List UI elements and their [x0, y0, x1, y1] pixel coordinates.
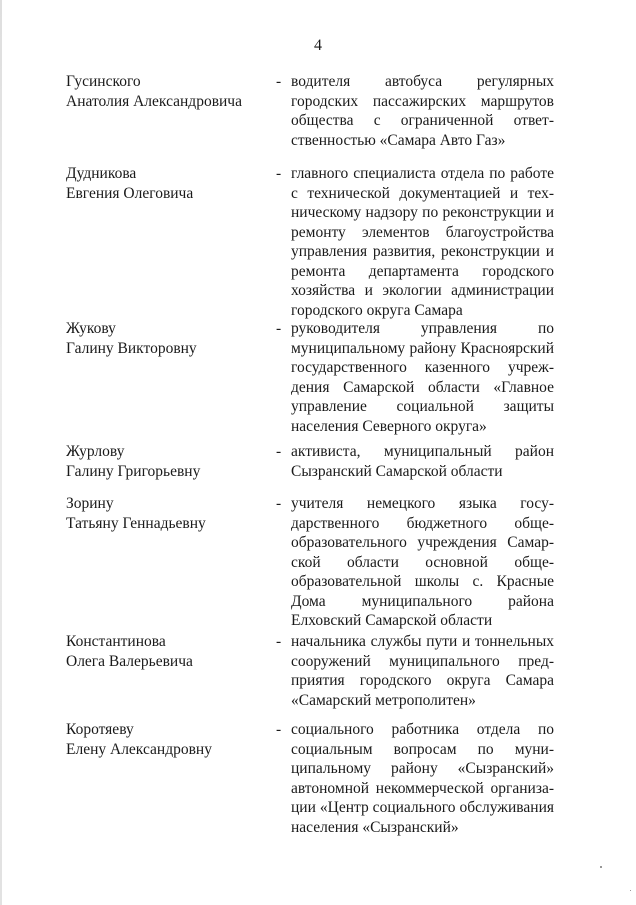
person-name: [66, 319, 266, 359]
person-name: [66, 720, 266, 760]
entry-dash: -: [276, 721, 282, 738]
description-line: водителя автобуса регулярных: [291, 73, 554, 90]
position-description: [291, 72, 554, 150]
description-line: дения Самарской области «Главное: [291, 378, 554, 396]
description-line: общества с ограниченной ответ-: [291, 112, 554, 129]
description-line: ремонту элементов благоустройства: [291, 223, 554, 241]
person-surname: Журлову: [66, 443, 125, 460]
description-line: руководителя управления по: [291, 320, 554, 337]
entry-dash: -: [276, 73, 282, 90]
position-description: [291, 319, 554, 436]
description-line: приятия городского округа Самара: [291, 672, 554, 689]
description-line: ническому надзору по реконструкции и: [291, 204, 554, 221]
description-line: ципальному району «Сызранский»: [291, 760, 554, 777]
person-surname: Коротяеву: [66, 721, 134, 738]
description-line: Дома муниципального района: [291, 592, 554, 610]
description-line: главного специалиста отдела по работе: [291, 165, 554, 182]
position-description: [291, 720, 554, 837]
description-line: сооружений муниципального пред-: [291, 652, 554, 670]
entry-dash: -: [276, 320, 282, 337]
award-entry: [0, 442, 636, 482]
person-name: [66, 164, 266, 204]
position-description: [291, 164, 554, 320]
description-line: образовательного учреждения Самар-: [291, 534, 554, 551]
award-entry: [0, 319, 636, 439]
person-surname: Гусинского: [66, 73, 141, 90]
award-entry: [0, 164, 636, 324]
person-name: [66, 442, 266, 482]
description-line: образовательной школы с. Красные: [291, 573, 554, 590]
person-name: [66, 72, 266, 112]
entry-dash: -: [276, 633, 282, 650]
description-line: хозяйства и экологии администрации: [291, 282, 554, 299]
description-line: учителя немецкого языка госу-: [291, 495, 554, 512]
page-number: 4: [314, 37, 322, 54]
entry-dash: -: [276, 443, 282, 460]
description-line: социальным вопросам по муни-: [291, 740, 554, 758]
description-line: населения «Сызранский»: [291, 818, 459, 836]
scan-speck: [630, 890, 631, 891]
award-entry: [0, 72, 636, 152]
person-name: [66, 632, 266, 672]
description-line: автономной некоммерческой организа-: [291, 779, 554, 797]
person-given-names: Татьяну Геннадьевну: [66, 515, 206, 532]
description-line: Елховский Самарской области: [291, 612, 493, 629]
description-line: начальника службы пути и тоннельных: [291, 633, 554, 650]
person-given-names: Галину Викторовну: [66, 340, 197, 357]
description-line: городских пассажирских маршрутов: [291, 92, 554, 110]
description-line: управления развития, реконструкции и: [291, 243, 554, 260]
person-surname: Жукову: [66, 320, 116, 337]
person-name: [66, 494, 266, 534]
description-line: государственного казенного учреж-: [291, 359, 554, 376]
description-line: ственностью «Самара Авто Газ»: [291, 131, 506, 149]
description-line: управление социальной защиты: [291, 398, 554, 415]
description-line: ремонта департамента городского: [291, 262, 554, 280]
person-given-names: Анатолия Александровича: [66, 93, 242, 110]
description-line: социального работника отдела по: [291, 721, 554, 738]
person-given-names: Евгения Олеговича: [66, 185, 194, 202]
description-line: «Самарский метрополитен»: [291, 691, 476, 709]
person-surname: Константинова: [66, 633, 166, 650]
description-line: активиста, муниципальный район: [291, 443, 554, 460]
description-line: ской области основной обще-: [291, 553, 554, 571]
description-line: населения Северного округа»: [291, 417, 487, 435]
description-line: с технической документацией и тех-: [291, 184, 554, 202]
description-line: муниципальному району Красноярский: [291, 339, 554, 357]
person-given-names: Галину Григорьевну: [66, 463, 201, 480]
description-line: ции «Центр социального обслуживания: [291, 799, 554, 816]
entry-dash: -: [276, 495, 282, 512]
description-line: дарственного бюджетного обще-: [291, 514, 554, 532]
award-entry: [0, 720, 636, 840]
position-description: [291, 442, 554, 481]
person-given-names: Елену Александровну: [66, 741, 212, 758]
position-description: [291, 632, 554, 710]
person-given-names: Олега Валерьевича: [66, 653, 193, 670]
scan-speck: [600, 866, 602, 868]
award-entry: [0, 632, 636, 712]
person-surname: Дудникова: [66, 165, 137, 182]
description-line: городского округа Самара: [291, 301, 463, 319]
person-surname: Зорину: [66, 495, 114, 512]
entry-dash: -: [276, 165, 282, 182]
award-entry: [0, 494, 636, 634]
description-line: Сызранский Самарской области: [291, 462, 503, 480]
position-description: [291, 494, 554, 631]
